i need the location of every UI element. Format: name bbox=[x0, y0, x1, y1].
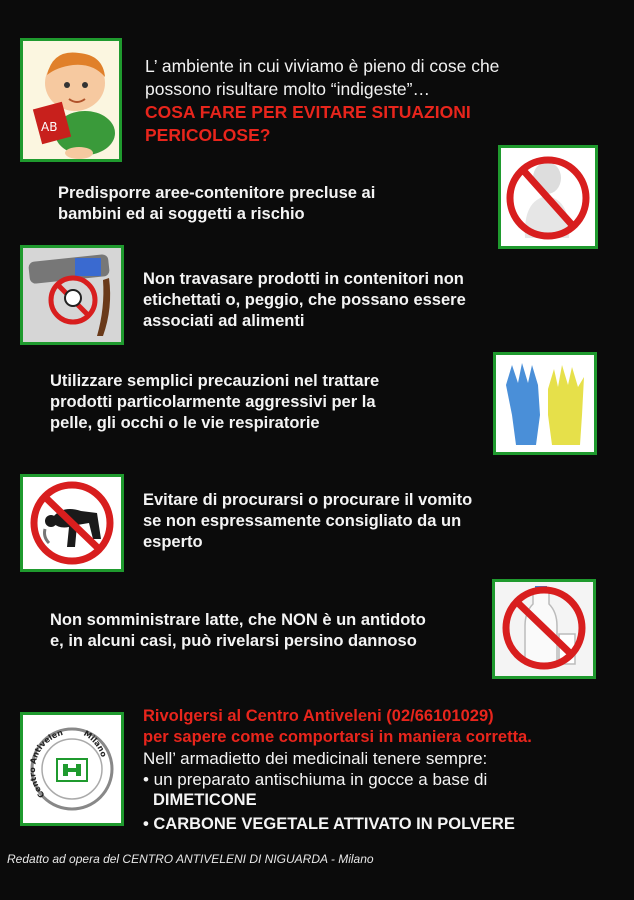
tip-1-text: Predisporre aree-contenitore precluse ai bambini ed ai soggetti a rischio bbox=[58, 184, 376, 223]
contact-block bbox=[143, 706, 532, 835]
bullet-1: • un preparato antischiuma in gocce a base di bbox=[143, 770, 488, 789]
gloves-image bbox=[493, 352, 597, 455]
contact-line-1: Rivolgersi al Centro Antiveleni (02/66101029) bbox=[143, 707, 494, 725]
poison-center-logo bbox=[20, 712, 124, 826]
contact-line-2: per sapere come comportarsi in maniera corretta. bbox=[143, 728, 532, 746]
svg-text:AB: AB bbox=[41, 120, 58, 134]
bullet-2: • CARBONE VEGETALE ATTIVATO IN POLVERE bbox=[143, 815, 515, 833]
no-access-image bbox=[498, 145, 598, 249]
logo-text-right: Milano bbox=[81, 728, 109, 759]
contact-line-3: Nell’ armadietto dei medicinali tenere sempre: bbox=[143, 749, 488, 768]
tip-5-text: Non somministrare latte, che NON è un antidoto e, in alcuni casi, può rivelarsi persino dannoso bbox=[50, 611, 426, 650]
no-vomit-image bbox=[20, 474, 124, 572]
footer-credit: Redatto ad opera del CENTRO ANTIVELENI DI NIGUARDA - Milano bbox=[7, 852, 374, 866]
intro-line-1: L’ ambiente in cui viviamo è pieno di cose che bbox=[145, 56, 500, 76]
bullet-1-continued: DIMETICONE bbox=[153, 791, 257, 809]
intro-question-2: PERICOLOSE? bbox=[145, 125, 271, 145]
logo-text-left: Centro Antivelen bbox=[27, 728, 64, 800]
intro-block bbox=[145, 55, 615, 147]
tip-4-text: Evitare di procurarsi o procurare il vomito se non espressamente consigliato da un esperto bbox=[143, 491, 473, 551]
tip-2-text: Non travasare prodotti in contenitori non etichettati o, peggio, che possano essere associati ad alimenti bbox=[143, 270, 466, 330]
intro-question-1: COSA FARE PER EVITARE SITUAZIONI bbox=[145, 102, 471, 122]
no-milk-image bbox=[492, 579, 596, 679]
child-reading-image bbox=[20, 38, 122, 162]
intro-line-2: possono risultare molto “indigeste”… bbox=[145, 79, 430, 99]
tip-3-text: Utilizzare semplici precauzioni nel trattare prodotti particolarmente aggressivi per la pelle, gli occhi o le vie respiratorie bbox=[50, 372, 380, 432]
poison-bottle-image bbox=[20, 245, 124, 345]
